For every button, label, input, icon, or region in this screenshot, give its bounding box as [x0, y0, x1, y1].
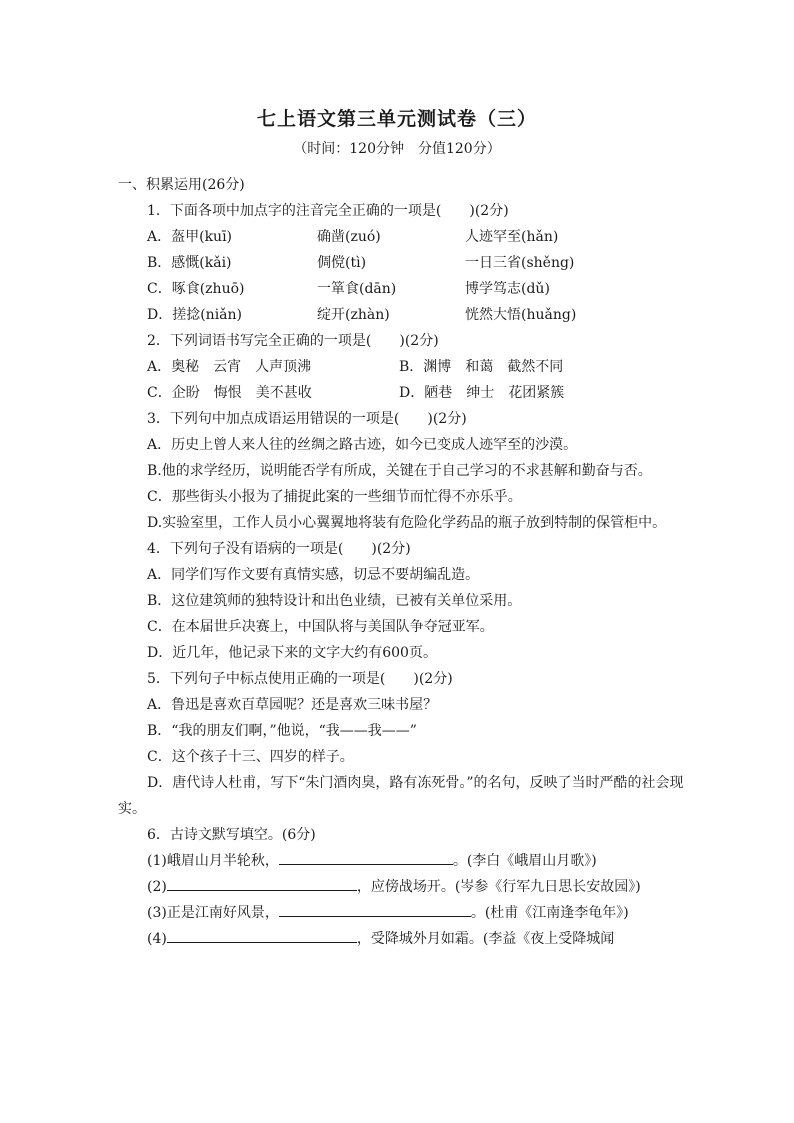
option-item: 人迹罕至(hǎn)	[465, 229, 559, 245]
question-1-option-b	[118, 250, 692, 276]
question-6-stem: 6．古诗文默写填空。(6分)	[147, 827, 316, 843]
question-1-option-d	[118, 302, 692, 328]
question-3-option-d: D.实验室里，工作人员小心翼翼地将装有危险化学药品的瓶子放到特制的保管柜中。	[147, 515, 667, 531]
section-heading: 一、积累运用(26分)	[118, 177, 245, 193]
option-item: D．搓捻(niǎn)	[147, 307, 243, 323]
option-item: C．啄食(zhuō)	[147, 281, 245, 297]
question-5-stem: 5．下列句子中标点使用正确的一项是( )(2分)	[147, 671, 453, 687]
option-item: 博学笃志(dǔ)	[465, 281, 550, 297]
question-4-option-a: A．同学们写作文要有真情实感，切忌不要胡编乱造。	[147, 567, 480, 583]
fill-suffix: ，应傍战场开。(岑参《行军九日思长安故园》)	[356, 879, 641, 895]
question-4-option-b: B．这位建筑师的独特设计和出色业绩，已被有关单位采用。	[147, 593, 522, 609]
option-item: C．企盼 悔恨 美不甚收	[147, 385, 312, 401]
question-3-stem: 3．下列句中加点成语运用错误的一项是( )(2分)	[147, 411, 467, 427]
answer-blank-2[interactable]	[167, 874, 357, 891]
exam-info: （时间：120分钟 分值120分）	[293, 141, 501, 157]
option-item: A．奥秘 云宵 人声顶沸	[147, 359, 312, 375]
fill-suffix: 。(李白《峨眉山月歌》)	[452, 853, 597, 869]
option-item: 倜傥(tì)	[317, 255, 367, 271]
question-2-options-cd	[118, 380, 692, 406]
question-5-option-b: B．“我的朋友们啊，”他说，“我——我——”	[147, 723, 417, 739]
option-item: 绽开(zhàn)	[317, 307, 390, 323]
question-3-option-b: B.他的求学经历，说明能否学有所成，关键在于自己学习的不求甚解和勤奋与否。	[147, 463, 652, 479]
page-title: 七上语文第三单元测试卷（三）	[256, 108, 537, 130]
option-item: 确凿(zuó)	[317, 229, 381, 245]
question-2-options-ab	[118, 354, 692, 380]
option-item: 一日三省(shěng)	[465, 255, 575, 271]
question-3-option-c: C．那些街头小报为了捕捉此案的一些细节而忙得不亦乐乎。	[147, 489, 522, 505]
fill-line-1	[118, 848, 692, 874]
question-5-option-d: D．唐代诗人杜甫，写下“朱门酒肉臭，路有冻死骨。”的名句，反映了当时严酷的社会现实。	[118, 775, 684, 817]
fill-suffix: 。(杜甫《江南逢李龟年》)	[470, 905, 629, 921]
question-3-option-a: A．历史上曾人来人往的丝绸之路古迹，如今已变成人迹罕至的沙漠。	[147, 437, 578, 453]
fill-prefix: (4)	[147, 931, 167, 947]
answer-blank-1[interactable]	[279, 848, 453, 865]
option-item: D．陋巷 绅士 花团紧簇	[399, 385, 565, 401]
question-4-option-c: C．在本届世乒决赛上，中国队将与美国队争夺冠亚军。	[147, 619, 494, 635]
option-item: 恍然大悟(huǎng)	[465, 307, 577, 323]
fill-line-3	[118, 900, 692, 926]
fill-prefix: (2)	[147, 879, 167, 895]
answer-blank-4[interactable]	[167, 926, 357, 943]
question-1-stem: 1．下面各项中加点字的注音完全正确的一项是( )(2分)	[147, 203, 509, 219]
option-item: B．渊博 和蔼 截然不同	[399, 359, 564, 375]
fill-line-2	[118, 874, 692, 900]
fill-prefix: (1)峨眉山月半轮秋，	[147, 853, 279, 869]
question-2-stem: 2．下列词语书写完全正确的一项是( )(2分)	[147, 333, 439, 349]
option-item: A．盔甲(kuī)	[147, 229, 233, 245]
question-5-option-a: A．鲁迅是喜欢百草园呢？还是喜欢三味书屋？	[147, 697, 438, 713]
option-item: 一箪食(dān)	[317, 281, 397, 297]
question-1-option-a	[118, 224, 692, 250]
fill-suffix: ，受降城外月如霜。(李益《夜上受降城闻	[356, 931, 615, 947]
fill-line-4	[118, 926, 692, 952]
question-4-option-d: D．近几年，他记录下来的文字大约有600页。	[147, 645, 437, 661]
question-4-stem: 4．下列句子没有语病的一项是( )(2分)	[147, 541, 411, 557]
exam-content	[118, 172, 692, 952]
fill-prefix: (3)正是江南好风景，	[147, 905, 279, 921]
question-1-option-c	[118, 276, 692, 302]
question-5-option-c: C．这个孩子十三、四岁的样子。	[147, 749, 354, 765]
answer-blank-3[interactable]	[279, 900, 471, 917]
option-item: B．感慨(kǎi)	[147, 255, 232, 271]
